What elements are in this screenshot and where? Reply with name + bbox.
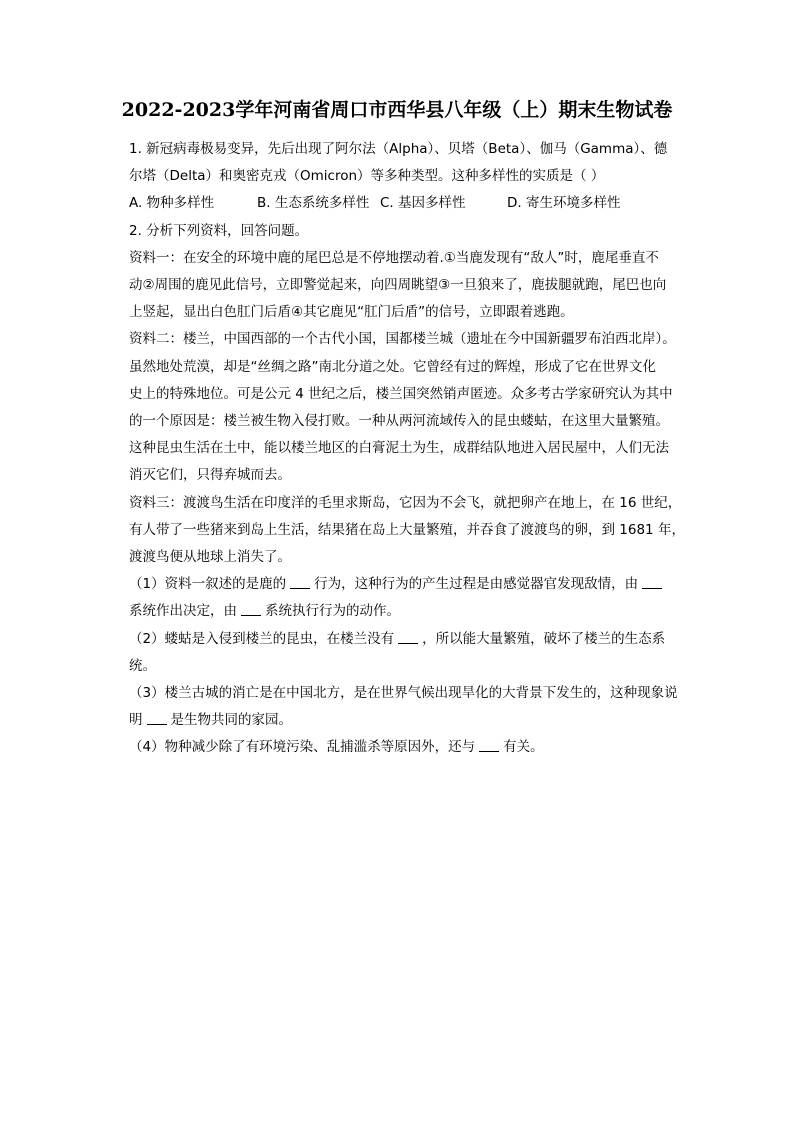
material-1-line: 动②周围的鹿见此信号，立即警觉起来，向四周眺望③一旦狼来了，鹿拔腿就跑，尾巴也向 xyxy=(129,277,667,294)
sub-question-1-text: （1）资料一叙述的是鹿的 xyxy=(129,576,287,593)
material-2-line: 消灭它们，只得弃城而去。 xyxy=(129,467,291,484)
material-2-line: 这种昆虫生活在土中，能以楼兰地区的白膏泥土为生，成群结队地进入居民屋中，人们无法 xyxy=(129,440,669,457)
option-c: C. 基因多样性 xyxy=(380,195,466,212)
sub-question-1-text: 行为，这种行为的产生过程是由感觉器官发现敌情，由 xyxy=(314,576,639,593)
material-3 xyxy=(129,490,697,572)
sub-question-4-text: （4）物种减少除了有环境污染、乱捕滥杀等原因外，还与 xyxy=(129,739,476,756)
material-1-line: 上竖起，显出白色肛门后盾④其它鹿见“肛门后盾”的信号，立即跟着逃跑。 xyxy=(129,304,574,321)
sub-question-3 xyxy=(129,680,697,734)
answer-blank[interactable] xyxy=(642,574,662,589)
material-3-line: 有人带了一些猪来到岛上生活，结果猪在岛上大量繁殖，并吞食了渡渡鸟的卵，到 1681 年， xyxy=(129,521,685,538)
sub-question-1-line-2 xyxy=(129,598,697,625)
option-a: A. 物种多样性 xyxy=(129,195,215,212)
sub-question-2 xyxy=(129,626,697,680)
material-2-line: 虽然地处荒漠，却是“丝绸之路”南北分道之处。它曾经有过的辉煌，形成了它在世界文化 xyxy=(129,358,656,375)
sub-question-2-line-1 xyxy=(129,626,697,653)
sub-question-4-text: 有关。 xyxy=(503,739,544,756)
sub-question-1 xyxy=(129,571,697,625)
sub-question-3-text: 明 xyxy=(129,712,143,729)
material-2-line: 资料二：楼兰，中国西部的一个古代小国，国都楼兰城（遗址在今中国新疆罗布泊西北岸）。 xyxy=(129,331,676,348)
answer-blank[interactable] xyxy=(479,737,499,752)
material-1-line: 资料一：在安全的环境中鹿的尾巴总是不停地摆动着.①当鹿发现有“敌人”时，鹿尾垂直不 xyxy=(129,249,659,266)
answer-blank[interactable] xyxy=(398,629,418,644)
question-1 xyxy=(129,136,697,218)
sub-question-1-line-1 xyxy=(129,571,697,598)
sub-question-3-line-1: （3）楼兰古城的消亡是在中国北方，是在世界气候出现旱化的大背景下发生的，这种现象说 xyxy=(129,685,678,702)
option-d: D. 寄生环境多样性 xyxy=(507,195,621,212)
sub-question-4-line-1 xyxy=(129,734,697,761)
exam-content xyxy=(129,136,697,762)
option-b: B. 生态系统多样性 xyxy=(257,195,370,212)
material-3-line: 渡渡鸟便从地球上消失了。 xyxy=(129,549,291,566)
material-1 xyxy=(129,245,697,327)
sub-question-3-line-2 xyxy=(129,707,697,734)
answer-blank[interactable] xyxy=(290,574,310,589)
sub-question-4 xyxy=(129,734,697,761)
answer-blank[interactable] xyxy=(241,601,261,616)
question-1-stem-line-1: 1. 新冠病毒极易变异，先后出现了阿尔法（Alpha）、贝塔（Beta）、伽马（Gamma）、德 xyxy=(129,141,668,157)
sub-question-1-text: 系统执行行为的动作。 xyxy=(265,603,400,620)
question-2 xyxy=(129,218,697,762)
sub-question-2-line-2: 统。 xyxy=(129,657,156,674)
material-3-line: 资料三：渡渡鸟生活在印度洋的毛里求斯岛，它因为不会飞，就把卵产在地上，在 16 世纪， xyxy=(129,494,682,511)
material-2-line: 的一个原因是：楼兰被生物入侵打败。一种从两河流域传入的昆虫蝼蛄，在这里大量繁殖。 xyxy=(129,413,669,430)
sub-question-2-text: ，所以能大量繁殖，破坏了楼兰的生态系 xyxy=(422,630,666,647)
sub-question-3-text: 是生物共同的家园。 xyxy=(170,712,292,729)
answer-blank[interactable] xyxy=(147,710,167,725)
material-2 xyxy=(129,326,697,489)
question-1-options xyxy=(129,190,697,217)
question-1-stem-line-2: 尔塔（Delta）和奥密克戎（Omicron）等多种类型。这种多样性的实质是（ ） xyxy=(129,168,605,185)
page-title: 2022-2023学年河南省周口市西华县八年级（上）期末生物试卷 xyxy=(121,99,673,121)
material-2-line: 史上的特殊地位。可是公元 4 世纪之后，楼兰国突然销声匿迹。众多考古学家研究认为其中 xyxy=(129,385,673,402)
question-2-stem: 2. 分析下列资料，回答问题。 xyxy=(129,222,309,239)
sub-question-1-text: 系统作出决定，由 xyxy=(129,603,237,620)
sub-question-2-text: （2）蝼蛄是入侵到楼兰的昆虫，在楼兰没有 xyxy=(129,630,395,647)
